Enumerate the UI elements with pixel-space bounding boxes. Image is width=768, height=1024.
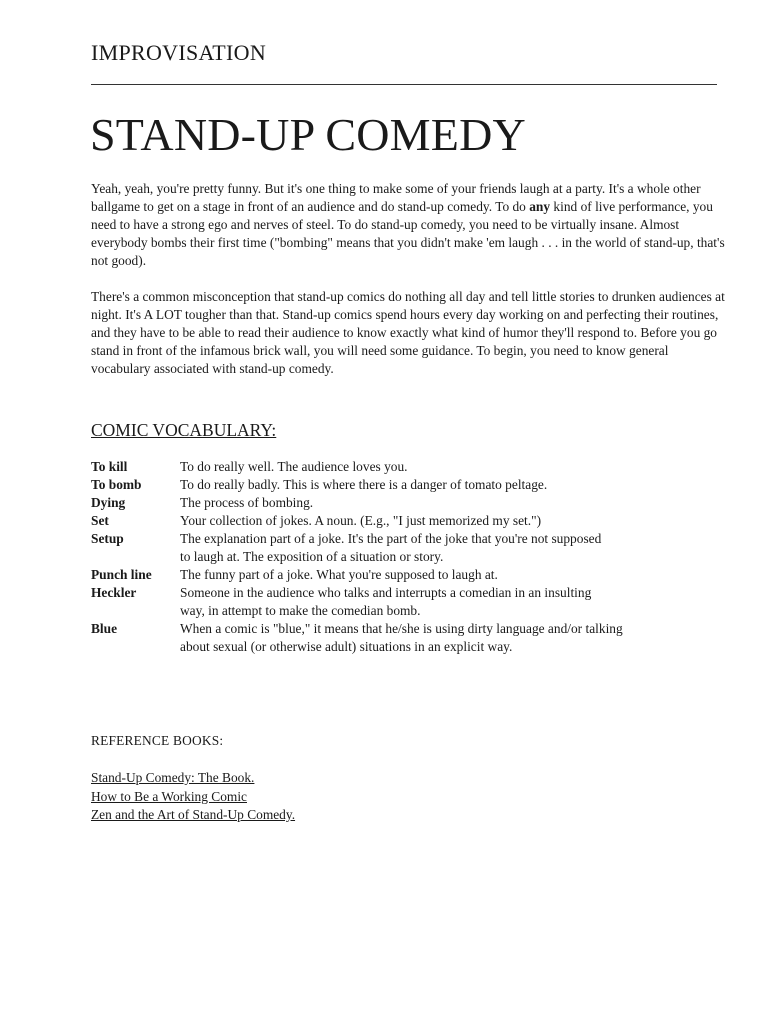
vocabulary-term: Blue xyxy=(91,621,118,636)
vocabulary-definition: The explanation part of a joke. It's the part of the joke that you're not supposed to laugh at. The exposition of a situation or story. xyxy=(180,531,602,564)
vocabulary-row xyxy=(91,512,711,530)
intro-paragraph-1-text-b: kind of live performance, you need to have a strong ego and nerves of steel. To do stand-up comedy, you need to be virtually insane. Almost everybody bombs their first time ("bombing" means that you didn't make 'em laugh . . . in the world of stand-up, that's not good). xyxy=(91,199,725,268)
intro-paragraph-1 xyxy=(91,180,731,270)
vocabulary-definition: The funny part of a joke. What you're supposed to laugh at. xyxy=(180,567,498,582)
header-divider xyxy=(91,84,717,85)
vocabulary-term: Punch line xyxy=(91,567,152,582)
reference-books-list xyxy=(91,769,295,825)
vocabulary-list xyxy=(91,458,711,656)
vocabulary-definition: When a comic is "blue," it means that he/she is using dirty language and/or talking about sexual (or otherwise adult) situations in an explicit way. xyxy=(180,621,623,654)
vocabulary-definition: Your collection of jokes. A noun. (E.g., "I just memorized my set.") xyxy=(180,513,542,528)
vocabulary-row xyxy=(91,566,711,584)
vocabulary-row xyxy=(91,458,711,476)
reference-books-heading: REFERENCE BOOKS: xyxy=(91,733,224,748)
vocabulary-row xyxy=(91,584,711,620)
reference-book-link[interactable]: Stand-Up Comedy: The Book. xyxy=(91,770,255,785)
intro-paragraph-2: There's a common misconception that stand-up comics do nothing all day and tell little stories to drunken audiences at night. It's A LOT tougher than that. Stand-up comics spend hours every day working on and perfecting their routines, and they have to be able to read their audience to know exactly what kind of humor they'll respond to. Before you go stand in front of the infamous brick wall, you will need some guidance. To begin, you need to know general vocabulary associated with stand-up comedy. xyxy=(91,289,725,376)
vocabulary-definition: To do really well. The audience loves you. xyxy=(180,459,408,474)
intro-paragraph-1-bold: any xyxy=(529,199,551,214)
vocabulary-heading: COMIC VOCABULARY: xyxy=(91,420,277,440)
vocabulary-term: Setup xyxy=(91,531,124,546)
vocabulary-row xyxy=(91,494,711,512)
vocabulary-row xyxy=(91,530,711,566)
vocabulary-term: Set xyxy=(91,513,109,528)
vocabulary-definition: The process of bombing. xyxy=(180,495,314,510)
vocabulary-definition: Someone in the audience who talks and interrupts a comedian in an insulting way, in attempt to make the comedian bomb. xyxy=(180,585,592,618)
section-header: IMPROVISATION xyxy=(91,40,267,65)
vocabulary-term: To bomb xyxy=(91,477,142,492)
vocabulary-term: Heckler xyxy=(91,585,137,600)
vocabulary-definition: To do really badly. This is where there is a danger of tomato peltage. xyxy=(180,477,548,492)
intro-paragraph-1-text-a: Yeah, yeah, you're pretty funny. But it's one thing to make some of your friends laugh at a party. It's a whole other ballgame to get on a stage in front of an audience and do stand-up comedy. To do xyxy=(91,181,701,214)
vocabulary-row xyxy=(91,620,711,656)
reference-book-link[interactable]: Zen and the Art of Stand-Up Comedy. xyxy=(91,807,296,822)
reference-book-link[interactable]: How to Be a Working Comic xyxy=(91,788,247,804)
page-title: STAND-UP COMEDY xyxy=(90,109,526,160)
vocabulary-term: Dying xyxy=(91,495,126,510)
vocabulary-term: To kill xyxy=(91,459,128,474)
vocabulary-row xyxy=(91,476,711,494)
